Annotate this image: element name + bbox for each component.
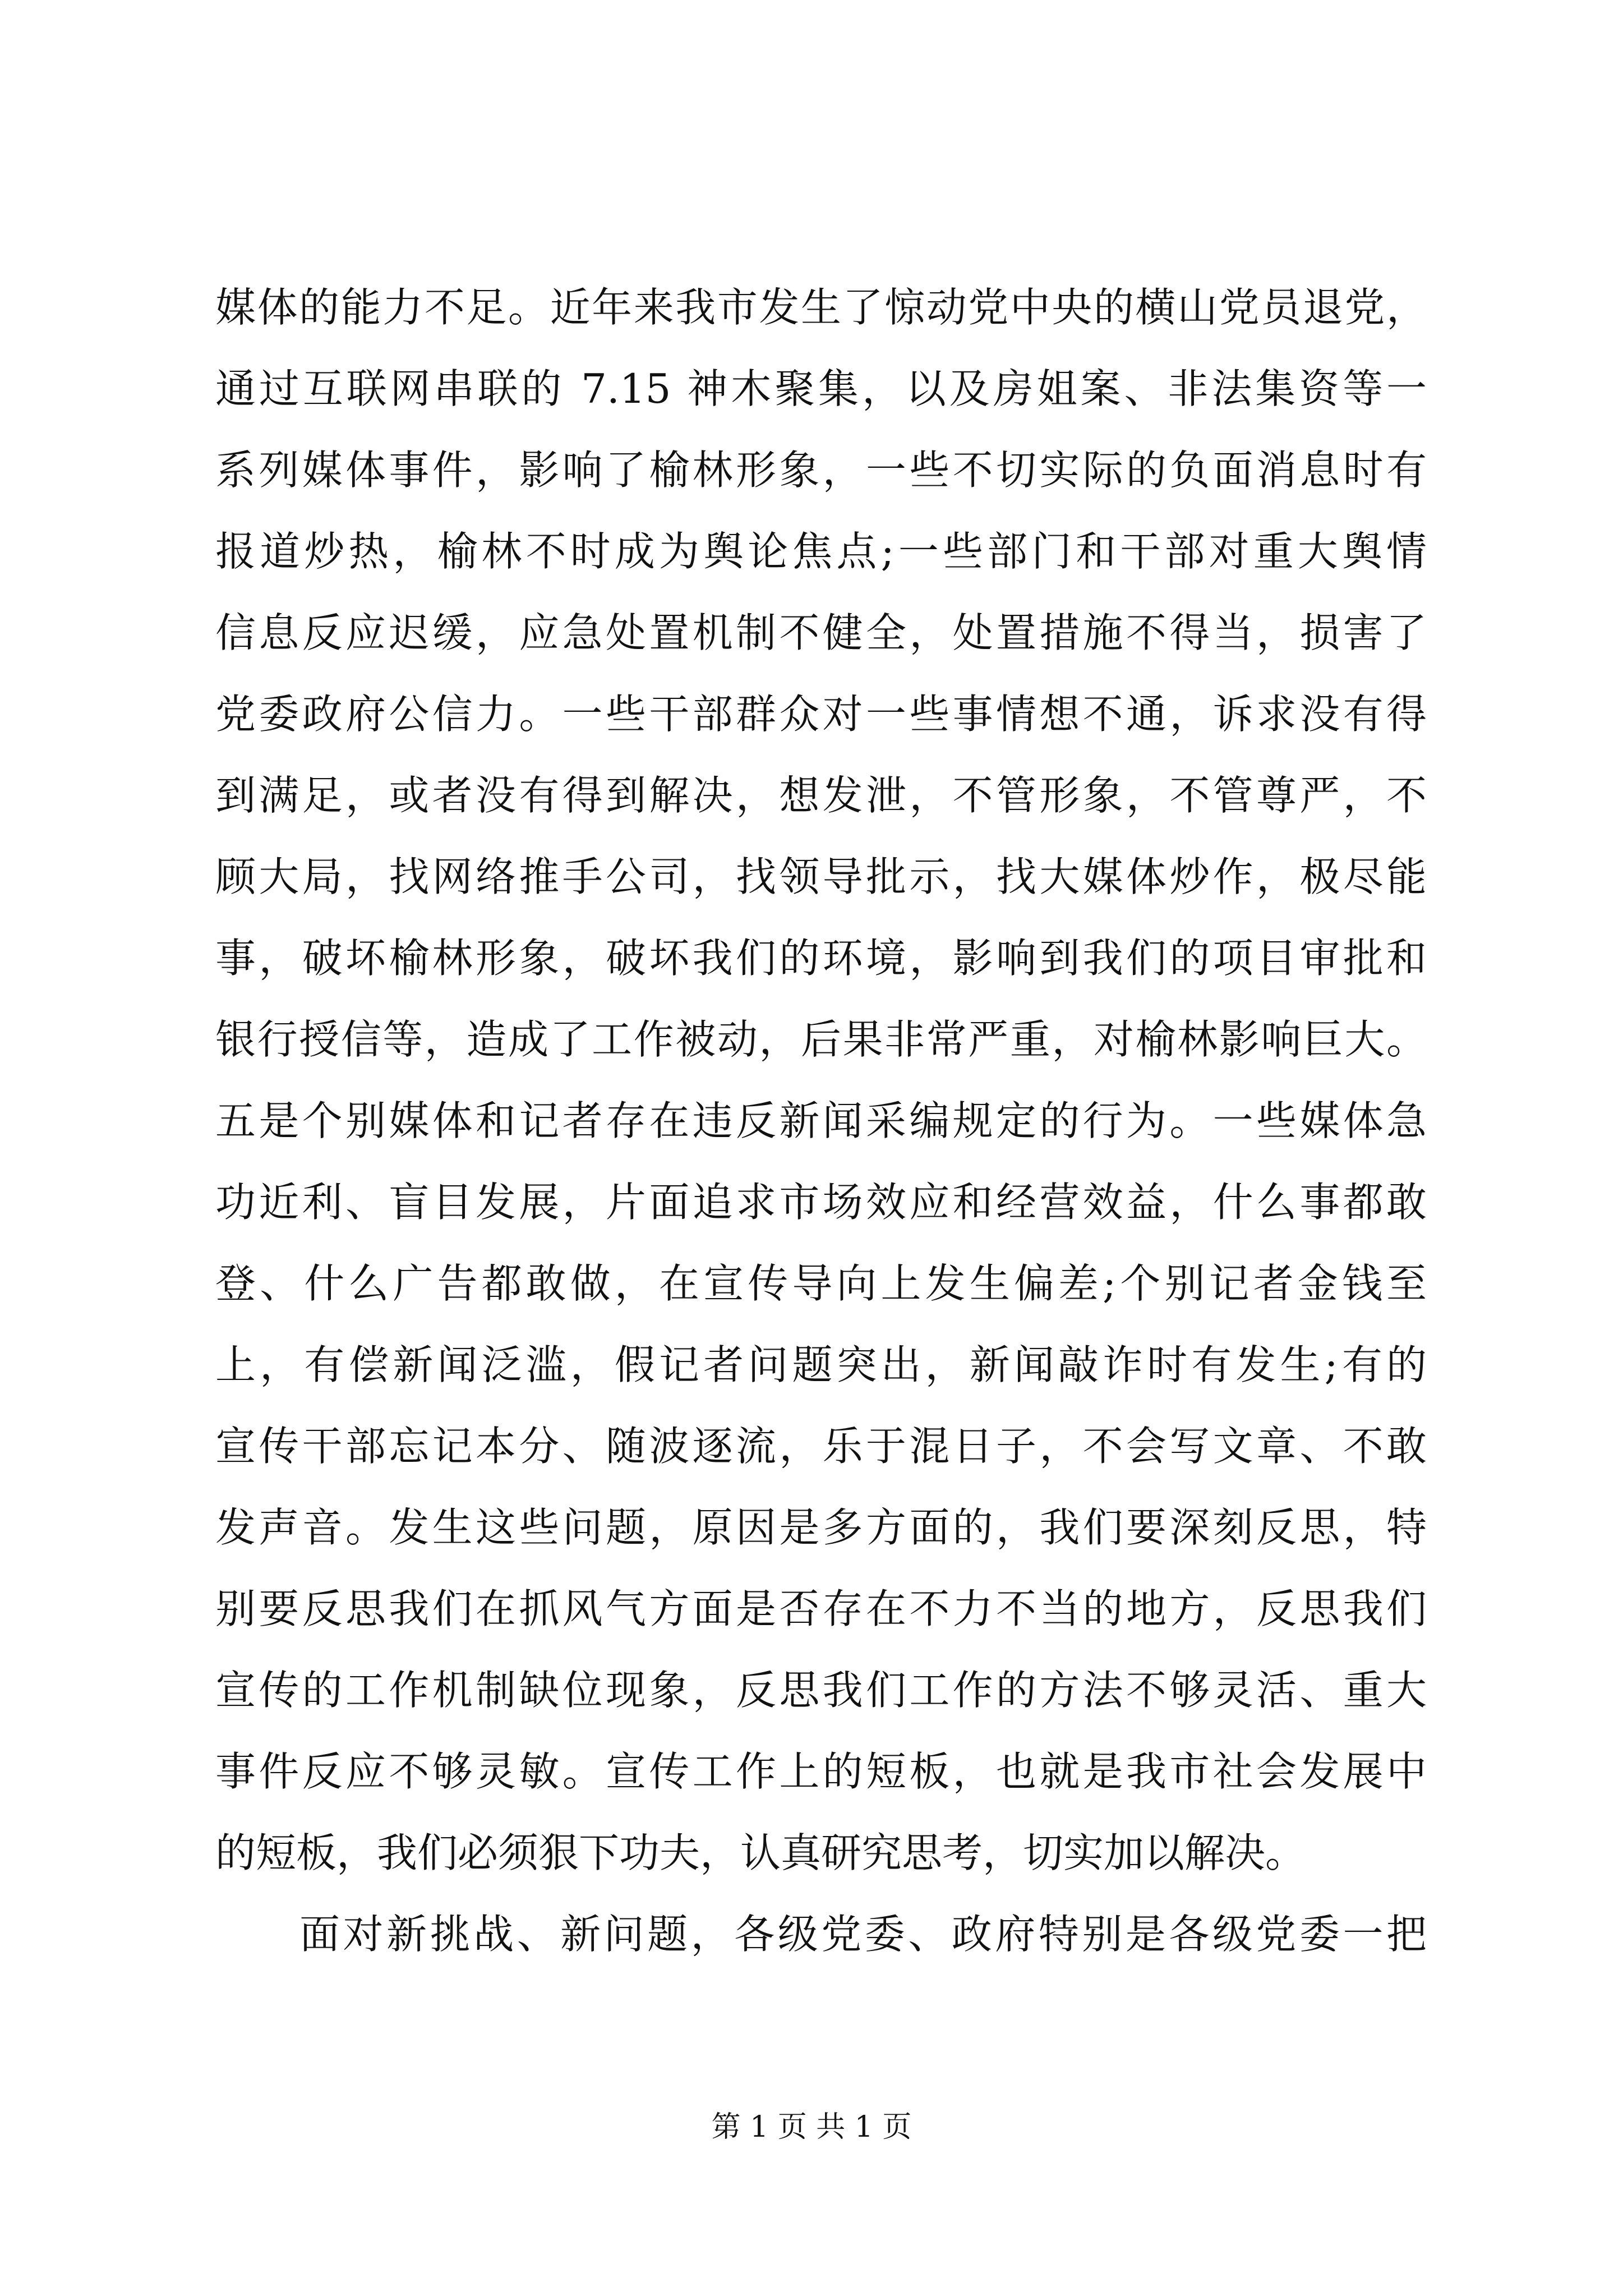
text-line: 党委政府公信力。一些干部群众对一些事情想不通，诉求没有得 [215, 691, 1427, 738]
text-line: 功近利、盲目发展，片面追求市场效应和经营效益，什么事都敢 [215, 1179, 1427, 1226]
text-line: 通过互联网串联的 7.15 神木聚集，以及房姐案、非法集资等一 [215, 365, 1427, 412]
text-line: 的短板，我们必须狠下功夫，认真研究思考，切实加以解决。 [215, 1829, 1306, 1876]
text-line: 宣传的工作机制缺位现象，反思我们工作的方法不够灵活、重大 [215, 1667, 1427, 1714]
body-text [215, 267, 1427, 1975]
text-line: 宣传干部忘记本分、随波逐流，乐于混日子，不会写文章、不敢 [215, 1423, 1427, 1470]
text-line: 登、什么广告都敢做，在宣传导向上发生偏差;个别记者金钱至 [215, 1260, 1427, 1307]
page-number-footer: 第 1 页 共 1 页 [711, 2110, 912, 2144]
text-line-indented: 面对新挑战、新问题，各级党委、政府特别是各级党委一把 [299, 1911, 1427, 1958]
text-line: 银行授信等，造成了工作被动，后果非常严重，对榆林影响巨大。 [215, 1016, 1427, 1063]
text-line: 顾大局，找网络推手公司，找领导批示，找大媒体炒作，极尽能 [215, 853, 1427, 900]
text-line: 系列媒体事件，影响了榆林形象，一些不切实际的负面消息时有 [215, 447, 1427, 494]
text-line: 信息反应迟缓，应急处置机制不健全，处置措施不得当，损害了 [215, 609, 1427, 656]
text-line: 到满足，或者没有得到解决，想发泄，不管形象，不管尊严，不 [215, 772, 1427, 819]
text-line: 事，破坏榆林形象，破坏我们的环境，影响到我们的项目审批和 [215, 935, 1427, 982]
text-line: 事件反应不够灵敏。宣传工作上的短板，也就是我市社会发展中 [215, 1748, 1427, 1795]
text-line: 媒体的能力不足。近年来我市发生了惊动党中央的横山党员退党， [215, 284, 1427, 331]
text-line: 别要反思我们在抓风气方面是否存在不力不当的地方，反思我们 [215, 1585, 1427, 1632]
text-line: 五是个别媒体和记者存在违反新闻采编规定的行为。一些媒体急 [215, 1097, 1427, 1144]
text-line: 上，有偿新闻泛滥，假记者问题突出，新闻敲诈时有发生;有的 [215, 1341, 1427, 1388]
text-line: 报道炒热，榆林不时成为舆论焦点;一些部门和干部对重大舆情 [215, 528, 1427, 575]
text-line: 发声音。发生这些问题，原因是多方面的，我们要深刻反思，特 [215, 1504, 1427, 1551]
